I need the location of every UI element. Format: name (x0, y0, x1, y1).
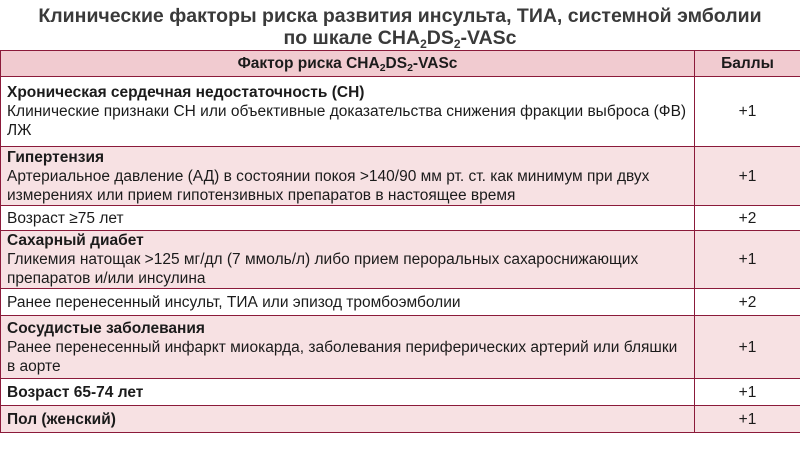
title-subscript-1: 2 (420, 37, 427, 51)
factor-heading: Сосудистые заболевания (7, 319, 205, 337)
title-line-2 (0, 27, 800, 49)
factor-description: Гликемия натощак >125 мг/дл (7 ммоль/л) либо прием пероральных сахароснижающих препаратов и/или инсулина (7, 251, 639, 287)
factor-description: Ранее перенесенный инфаркт миокарда, заболевания периферических артерий или бляшки в аорте (7, 338, 678, 375)
table-row (1, 289, 800, 316)
header-subscript-1: 2 (379, 62, 386, 74)
header-factor-prefix: Фактор риска CHA (237, 55, 380, 72)
title-suffix: -VASc (460, 27, 517, 49)
factor-cell: Ранее перенесенный инсульт, ТИА или эпизод тромбоэмболии (1, 289, 695, 316)
table-row (1, 147, 800, 206)
table-row (1, 206, 800, 231)
factor-cell (1, 316, 695, 379)
factor-cell: Возраст 65-74 лет (1, 379, 695, 406)
points-cell: +1 (695, 147, 800, 206)
points-cell: +1 (695, 379, 800, 406)
factor-cell (1, 231, 695, 289)
title-prefix: по шкале CHA (283, 27, 421, 49)
factor-cell: Возраст ≥75 лет (1, 206, 695, 231)
table-row (1, 231, 800, 289)
table-header-row (1, 51, 800, 77)
points-cell: +1 (695, 316, 800, 379)
header-factor-suffix: -VASc (412, 55, 458, 72)
column-header-factor (1, 51, 695, 77)
factor-cell: Пол (женский) (1, 406, 695, 433)
points-cell: +1 (695, 231, 800, 289)
risk-factor-table (0, 50, 800, 433)
table-row (1, 406, 800, 433)
factor-heading: Хроническая сердечная недостаточность (СН) (7, 84, 365, 101)
factor-description: Клинические признаки СН или объективные доказательства снижения фракции выброса (ФВ) ЛЖ (7, 103, 687, 139)
document-title (0, 0, 800, 50)
points-cell: +2 (695, 289, 800, 316)
table-row (1, 77, 800, 147)
factor-heading: Сахарный диабет (7, 232, 144, 249)
header-subscript-2: 2 (407, 62, 413, 74)
column-header-points: Баллы (695, 51, 800, 77)
factor-description: Артериальное давление (АД) в состоянии покоя >140/90 мм рт. ст. как минимум при двух измерениях или прием гипотензивных препаратов в настоящее время (7, 167, 650, 204)
factor-heading: Гипертензия (7, 148, 105, 166)
title-subscript-2: 2 (453, 37, 461, 51)
header-factor-mid: DS (385, 55, 408, 72)
factor-cell (1, 147, 695, 206)
table-row (1, 379, 800, 406)
title-mid: DS (426, 27, 454, 49)
points-cell: +2 (695, 206, 800, 231)
title-line-1: Клинические факторы риска развития инсульта, ТИА, системной эмболии (38, 5, 762, 27)
factor-cell (1, 77, 695, 147)
points-cell: +1 (695, 77, 800, 147)
points-cell: +1 (695, 406, 800, 433)
table-row (1, 316, 800, 379)
